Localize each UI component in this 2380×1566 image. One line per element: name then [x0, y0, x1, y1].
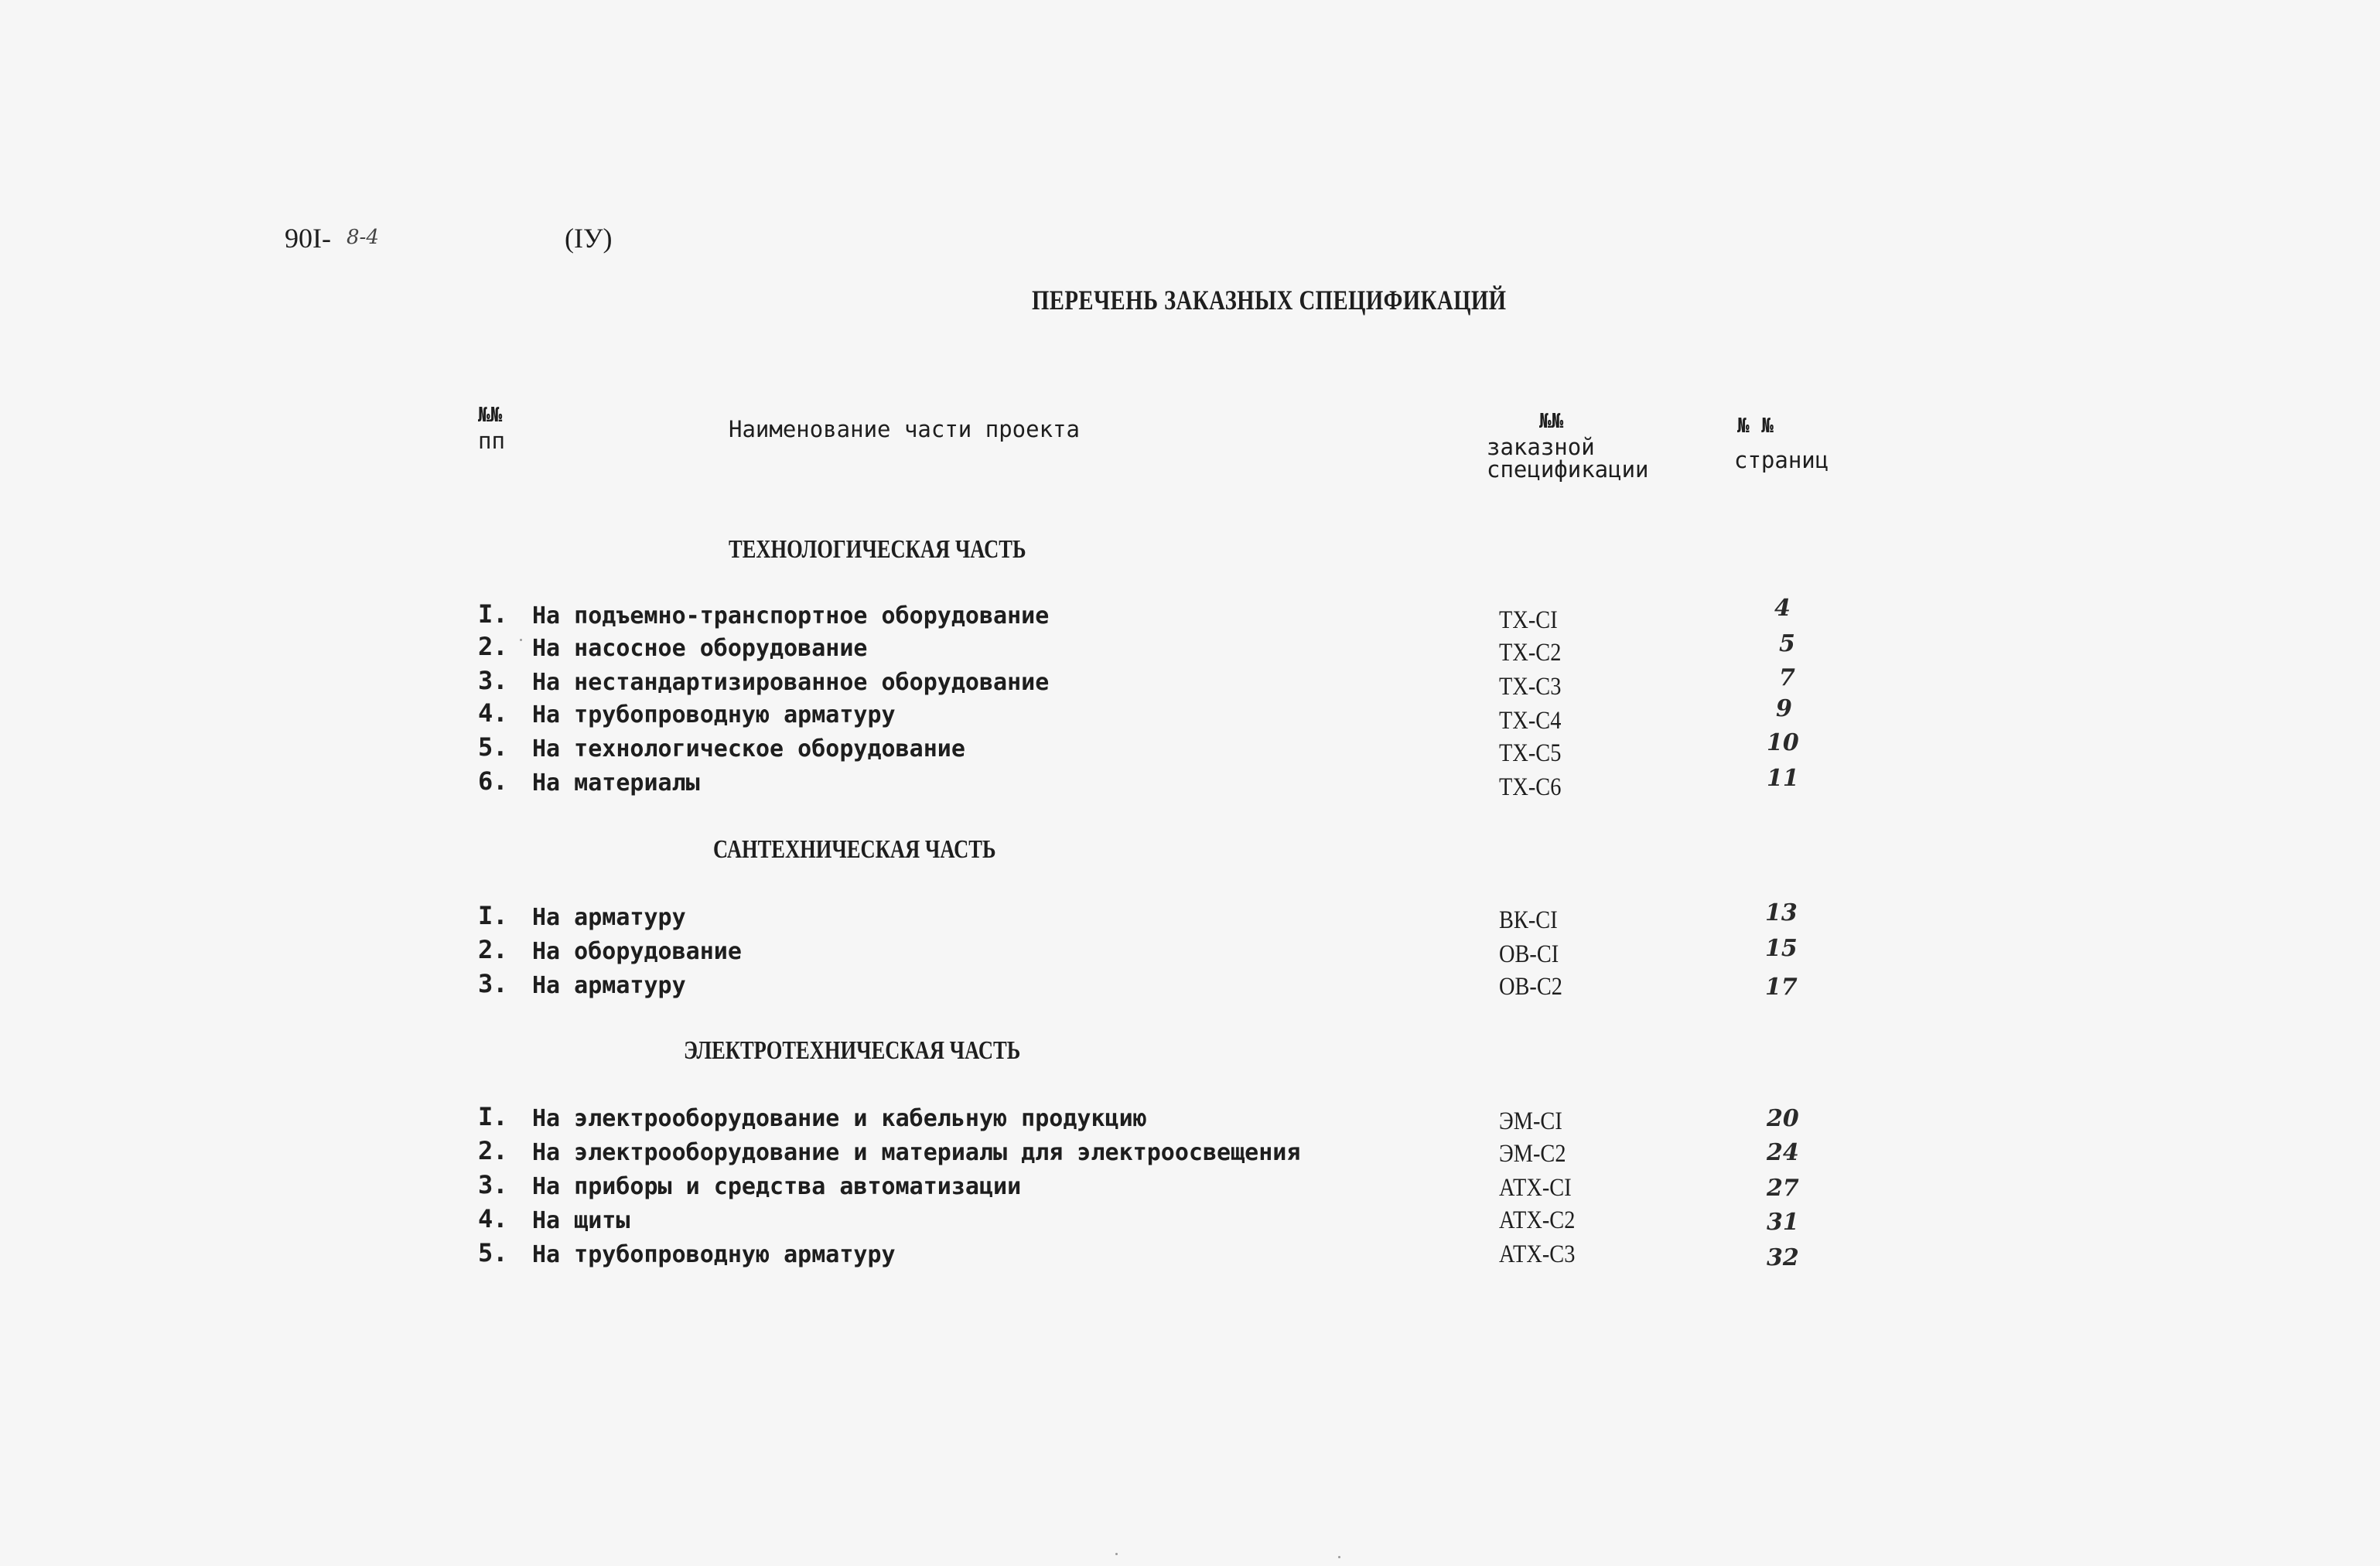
item-number: I. — [478, 901, 508, 930]
header-spec-mark: №№ — [1539, 410, 1564, 433]
header-pages-mark: № № — [1737, 415, 1774, 438]
item-number: 3. — [478, 969, 508, 998]
item-spec-code: ОВ-СI — [1499, 940, 1559, 968]
item-spec-code: ТХ-С4 — [1499, 707, 1562, 735]
item-page: 10 — [1767, 729, 1799, 756]
item-number: 2. — [478, 1136, 508, 1165]
document-code: 90I- — [285, 223, 331, 254]
item-number: 2. — [478, 632, 508, 661]
item-spec-code: ЭМ-С2 — [1499, 1140, 1566, 1168]
scan-speck — [1338, 1556, 1340, 1558]
header-num-mark: №№ — [478, 404, 503, 427]
item-spec-code: АТХ-С2 — [1499, 1206, 1576, 1234]
section-title-electrical: ЭЛЕКТРОТЕХНИЧЕСКАЯ ЧАСТЬ — [684, 1036, 1021, 1065]
item-page: 15 — [1765, 935, 1798, 962]
item-number: 3. — [478, 1170, 508, 1199]
header-pages-label: страниц — [1734, 447, 1829, 473]
item-page: 27 — [1767, 1175, 1799, 1202]
item-page: 24 — [1767, 1139, 1799, 1166]
item-spec-code: ВК-СI — [1499, 906, 1558, 934]
item-spec-code: АТХ-СI — [1499, 1174, 1572, 1202]
document-title: ПЕРЕЧЕНЬ ЗАКАЗНЫХ СПЕЦИФИКАЦИЙ — [1032, 285, 1507, 316]
item-number: 4. — [478, 698, 508, 728]
item-page: 20 — [1767, 1105, 1799, 1132]
item-page: 31 — [1767, 1209, 1799, 1236]
item-spec-code: ТХ-С2 — [1499, 639, 1562, 667]
item-number: 2. — [478, 935, 508, 964]
item-spec-code: ЭМ-СI — [1499, 1107, 1562, 1135]
item-number: 5. — [478, 732, 508, 762]
item-spec-code: ТХ-СI — [1499, 606, 1558, 634]
item-spec-code: АТХ-С3 — [1499, 1240, 1576, 1268]
header-name: Наименование части проекта — [729, 416, 1080, 442]
item-name: На электрооборудование и материалы для электроосвещения — [532, 1139, 1301, 1166]
item-page: 17 — [1765, 974, 1798, 1001]
header-spec-line2: спецификации — [1487, 456, 1649, 483]
item-name: На арматуру — [532, 904, 686, 931]
item-number: I. — [478, 1102, 508, 1131]
item-page: 7 — [1779, 664, 1795, 691]
item-name: На подъемно-транспортное оборудование — [532, 602, 1050, 629]
item-number: 6. — [478, 766, 508, 796]
item-spec-code: ТХ-С5 — [1499, 739, 1562, 767]
item-name: На трубопроводную арматуру — [532, 1241, 896, 1268]
item-page: 13 — [1765, 899, 1798, 926]
item-name: На щиты — [532, 1207, 630, 1234]
item-page: 32 — [1767, 1244, 1799, 1271]
item-name: На приборы и средства автоматизации — [532, 1173, 1022, 1200]
item-name: На оборудование — [532, 938, 742, 965]
item-spec-code: ОВ-С2 — [1499, 973, 1562, 1001]
item-number: 5. — [478, 1238, 508, 1267]
header-num-sub: пп — [478, 428, 505, 454]
item-page: 5 — [1779, 630, 1795, 657]
item-number: I. — [478, 599, 508, 629]
item-page: 11 — [1767, 765, 1799, 792]
section-title-technological: ТЕХНОЛОГИЧЕСКАЯ ЧАСТЬ — [729, 535, 1026, 564]
section-title-plumbing: САНТЕХНИЧЕСКАЯ ЧАСТЬ — [713, 835, 996, 864]
scan-speck — [1115, 1553, 1118, 1555]
scan-speck — [520, 639, 522, 641]
volume-number: (IУ) — [565, 223, 613, 254]
item-name: На трубопроводную арматуру — [532, 701, 896, 728]
item-name: На материалы — [532, 769, 700, 797]
item-name: На насосное оборудование — [532, 635, 868, 662]
item-spec-code: ТХ-С3 — [1499, 673, 1562, 701]
item-number: 4. — [478, 1204, 508, 1233]
item-number: 3. — [478, 666, 508, 695]
item-name: На нестандартизированное оборудование — [532, 669, 1050, 696]
item-name: На технологическое оборудование — [532, 735, 965, 763]
document-code-handwritten: 8-4 — [347, 226, 379, 249]
item-name: На электрооборудование и кабельную продукцию — [532, 1105, 1147, 1132]
header-spec-line1: заказной — [1487, 434, 1595, 460]
item-page: 4 — [1774, 595, 1791, 622]
item-spec-code: ТХ-С6 — [1499, 773, 1562, 801]
item-name: На арматуру — [532, 972, 686, 999]
item-page: 9 — [1776, 695, 1792, 722]
